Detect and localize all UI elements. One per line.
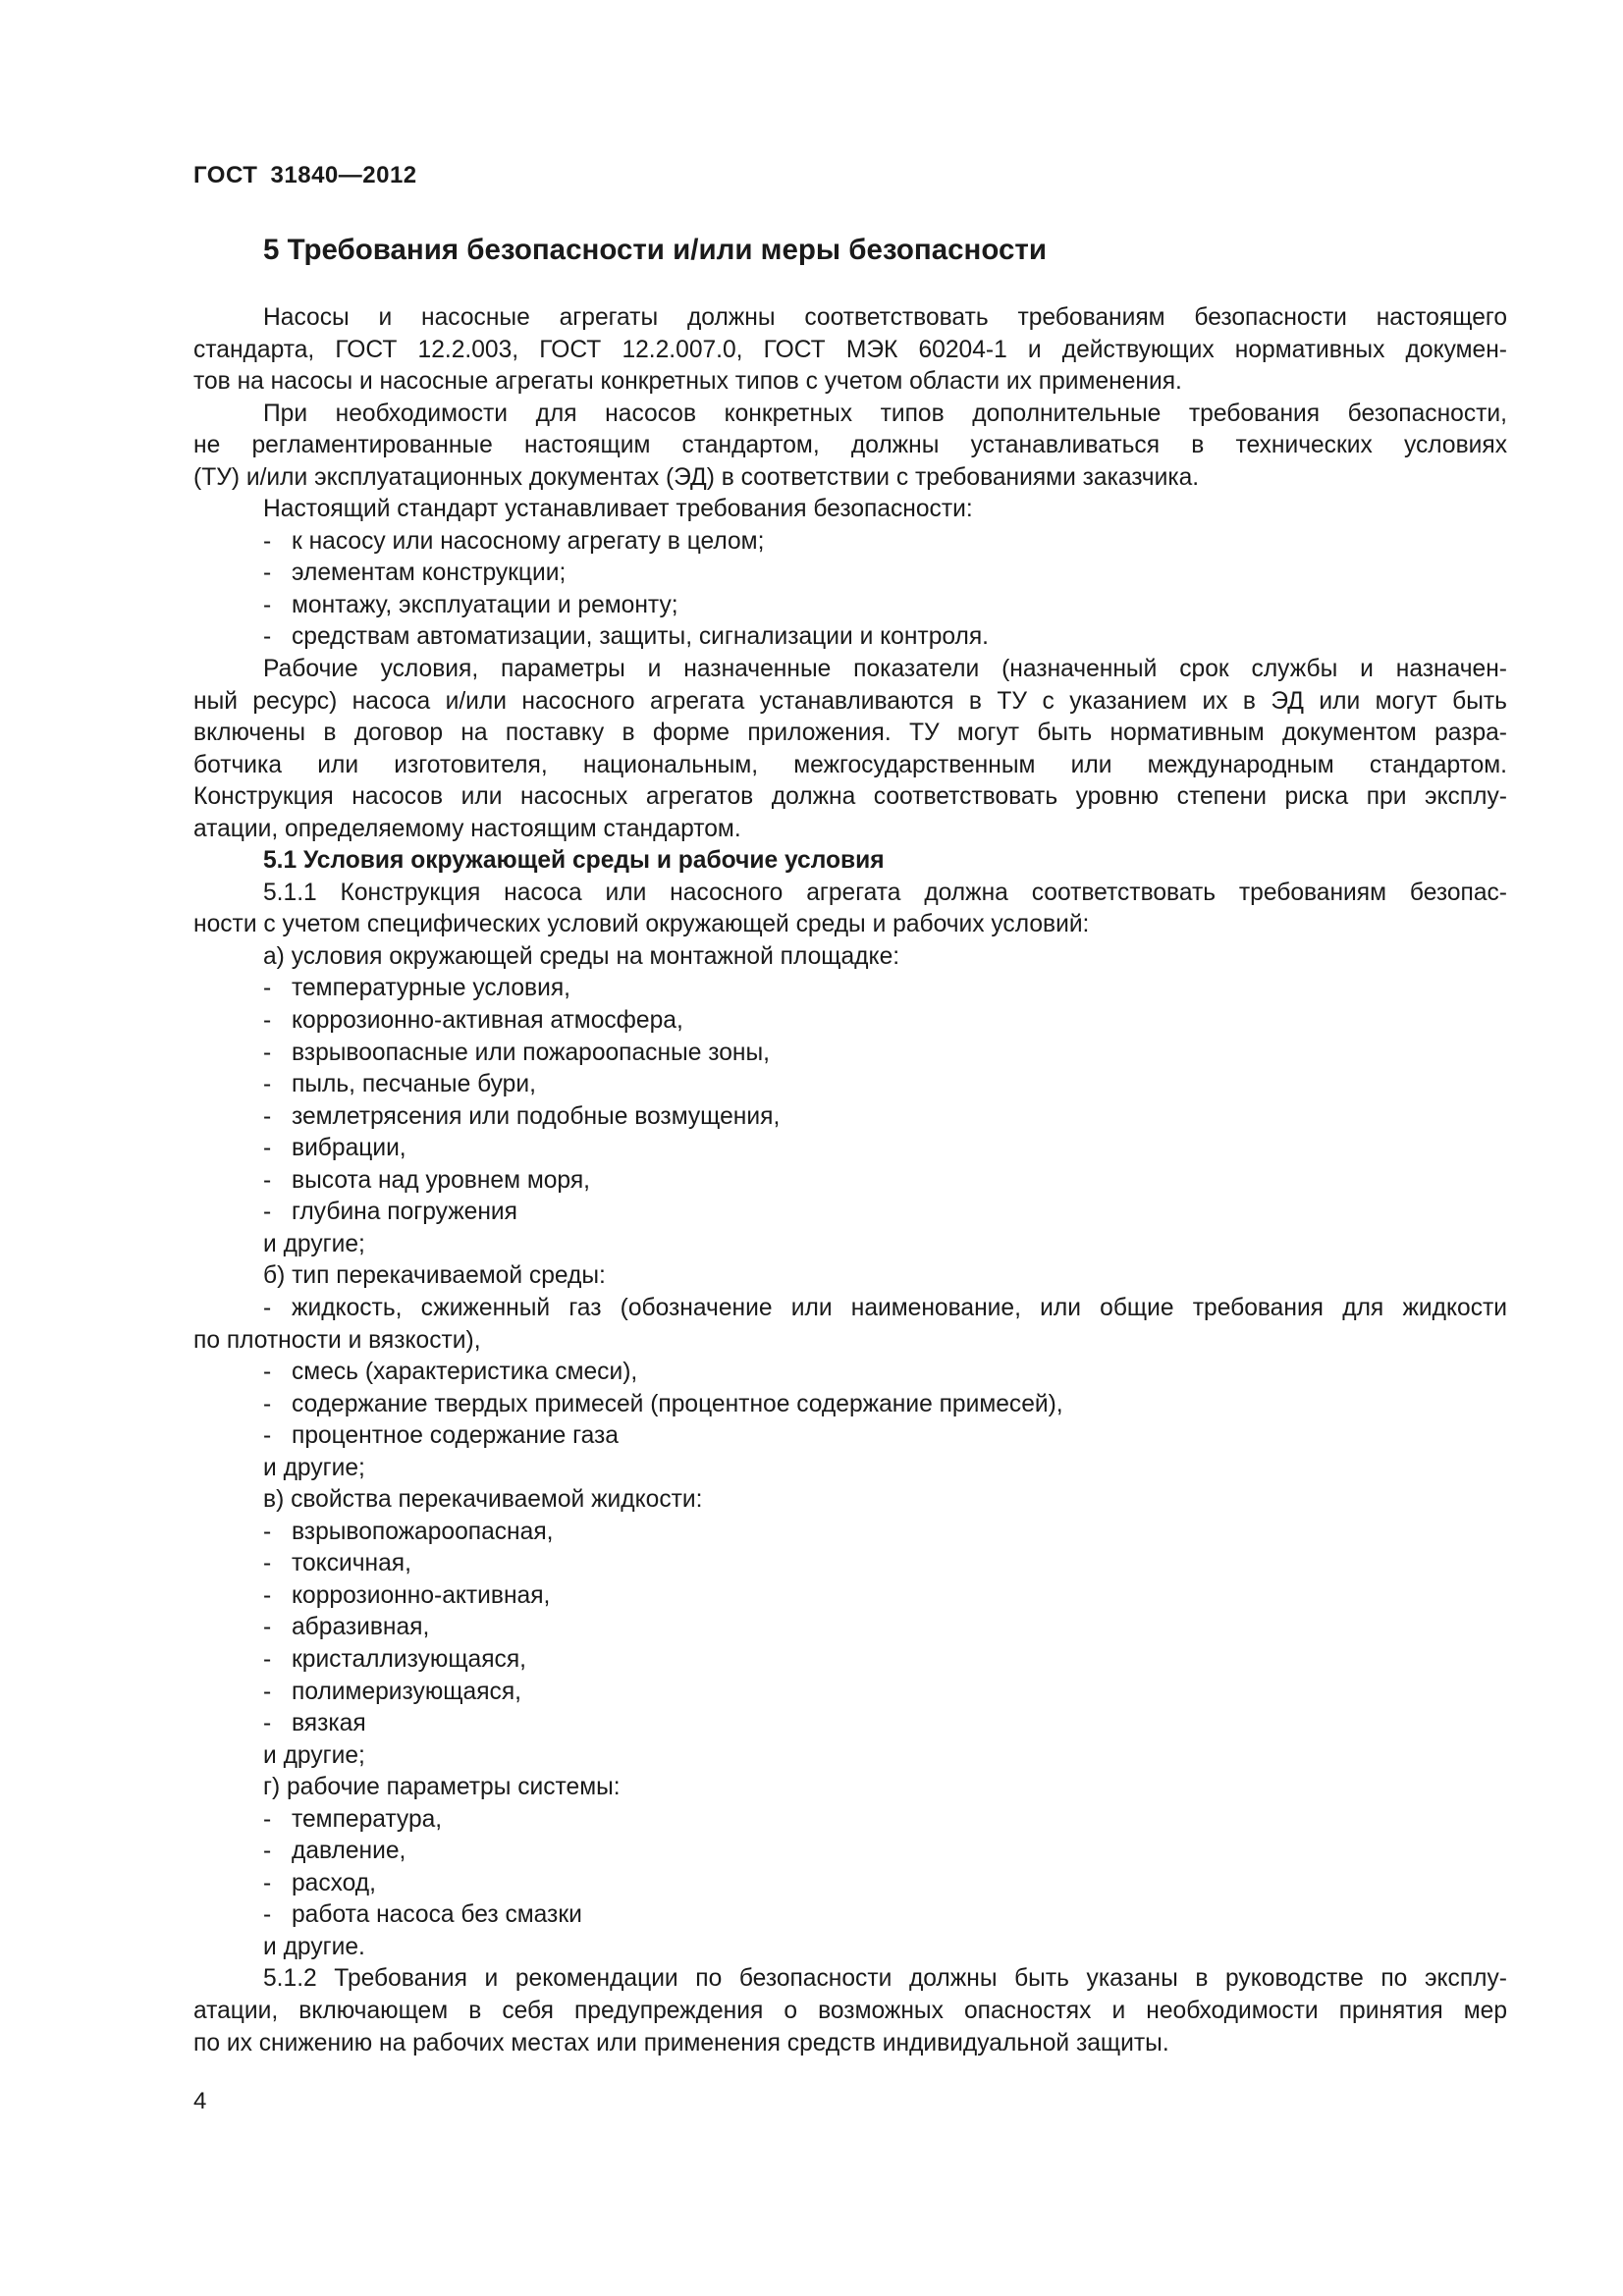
line-text: Конструкция насосов или насосных агрегатов должна соответствовать уровню степени риска при эксплу-: [193, 783, 1507, 811]
text-line: [193, 430, 1507, 462]
line-text: 5.1.2 Требования и рекомендации по безопасности должны быть указаны в руководстве по эксплу-: [263, 1965, 1507, 1993]
line-text: не регламентированные настоящим стандартом, должны устанавливаться в технических условиях: [193, 432, 1507, 459]
text-line: [193, 335, 1507, 367]
text-line: [193, 1996, 1507, 2028]
line-text: по их снижению на рабочих местах или применения средств индивидуальной защиты.: [193, 2029, 1169, 2056]
line-text: 5.1 Условия окружающей среды и рабочие условия: [263, 847, 885, 875]
line-text: Насосы и насосные агрегаты должны соответствовать требованиям безопасности настоящего: [263, 304, 1507, 331]
text-line: [193, 750, 1507, 782]
line-text: г) рабочие параметры системы:: [263, 1774, 621, 1801]
list-dash-marker: -: [263, 1581, 272, 1609]
list-item: [193, 1708, 1507, 1740]
line-text: 5.1.1 Конструкция насоса или насосного агрегата должна соответствовать требованиям безопас-: [263, 879, 1507, 906]
list-item: [193, 1101, 1507, 1134]
line-text: включены в договор на поставку в форме приложения. ТУ могут быть нормативным документом разра-: [193, 720, 1507, 747]
line-text: пыль, песчаные бури,: [292, 1071, 536, 1098]
list-dash-marker: -: [263, 1550, 272, 1577]
line-text: расход,: [292, 1869, 376, 1896]
text-line: [193, 654, 1507, 686]
list-item: [193, 1644, 1507, 1677]
text-line: [193, 909, 1507, 941]
text-line: [193, 494, 1507, 526]
line-text: и другие;: [263, 1454, 365, 1481]
text-line: [193, 686, 1507, 719]
line-text: тов на насосы и насосные агрегаты конкретных типов с учетом области их применения.: [193, 368, 1182, 396]
line-text: абразивная,: [292, 1614, 430, 1641]
text-line: [193, 399, 1507, 431]
line-text: б) тип перекачиваемой среды:: [263, 1262, 606, 1290]
text-line: [193, 366, 1507, 399]
line-text: к насосу или насосному агрегату в целом;: [292, 527, 765, 555]
list-item: [193, 558, 1507, 590]
line-text: средствам автоматизации, защиты, сигнализации и контроля.: [292, 623, 990, 651]
list-dash-marker: -: [263, 527, 272, 555]
list-item: [193, 1868, 1507, 1900]
page-number: 4: [193, 2088, 207, 2114]
list-dash-marker: -: [263, 1102, 272, 1130]
text-line: [193, 1932, 1507, 1964]
line-text: ный ресурс) насоса и/или насосного агрегата устанавливаются в ТУ с указанием их в ЭД или могут быть: [193, 687, 1507, 715]
list-dash-marker: -: [263, 560, 272, 587]
line-text: элементам конструкции;: [292, 560, 567, 587]
list-item: [193, 1293, 1507, 1325]
line-text: ности с учетом специфических условий окружающей среды и рабочих условий:: [193, 911, 1090, 938]
document-header-id: ГОСТ 31840—2012: [193, 162, 417, 188]
line-text: атации, включающем в себя предупреждения о возможных опасностях и необходимости принятия мер: [193, 1997, 1507, 2024]
text-line: [193, 1740, 1507, 1773]
list-dash-marker: -: [263, 1422, 272, 1450]
line-text: и другие;: [263, 1230, 365, 1257]
list-item: [193, 1899, 1507, 1932]
list-dash-marker: -: [263, 1518, 272, 1545]
text-line: [193, 781, 1507, 814]
line-text: (ТУ) и/или эксплуатационных документах (ЭД) в соответствии с требованиями заказчика.: [193, 463, 1200, 491]
line-text: и другие;: [263, 1741, 365, 1769]
text-line: [193, 2028, 1507, 2060]
subsection-title: [193, 845, 1507, 878]
line-text: коррозионно-активная атмосфера,: [292, 1007, 683, 1035]
line-text: содержание твердых примесей (процентное содержание примесей),: [292, 1390, 1063, 1417]
line-text: температура,: [292, 1805, 443, 1833]
line-text: давление,: [292, 1838, 406, 1865]
line-text: ботчика или изготовителя, национальным, межгосударственным или международным стандартом.: [193, 751, 1507, 778]
text-line: [193, 941, 1507, 974]
list-item: [193, 1133, 1507, 1165]
line-text: коррозионно-активная,: [292, 1581, 551, 1609]
line-text: атации, определяемому настоящим стандартом.: [193, 815, 741, 842]
list-item: [193, 1389, 1507, 1421]
list-dash-marker: -: [263, 1838, 272, 1865]
text-line: [193, 1325, 1507, 1358]
line-text: монтажу, эксплуатации и ремонту;: [292, 591, 678, 618]
text-line: [193, 302, 1507, 335]
line-text: вязкая: [292, 1710, 366, 1737]
line-text: землетрясения или подобные возмущения,: [292, 1102, 781, 1130]
list-dash-marker: -: [263, 1614, 272, 1641]
section-5-title: 5 Требования безопасности и/или меры безопасности: [263, 234, 1047, 266]
line-text: Рабочие условия, параметры и назначенные показатели (назначенный срок службы и назначен-: [263, 656, 1507, 683]
line-text: вибрации,: [292, 1135, 406, 1162]
list-item: [193, 1804, 1507, 1837]
list-item: [193, 526, 1507, 559]
text-line: [193, 814, 1507, 846]
list-dash-marker: -: [263, 975, 272, 1002]
line-text: глубина погружения: [292, 1199, 517, 1226]
list-item: [193, 1612, 1507, 1644]
line-text: в) свойства перекачиваемой жидкости:: [263, 1486, 703, 1514]
list-dash-marker: -: [263, 1645, 272, 1673]
list-dash-marker: -: [263, 1039, 272, 1066]
list-item: [193, 1005, 1507, 1038]
text-line: [193, 1229, 1507, 1261]
line-text: взрывоопасные или пожароопасные зоны,: [292, 1039, 770, 1066]
list-item: [193, 1197, 1507, 1229]
list-dash-marker: -: [263, 1901, 272, 1929]
text-line: [193, 1453, 1507, 1485]
list-dash-marker: -: [263, 1390, 272, 1417]
list-item: [193, 1165, 1507, 1198]
list-item: [193, 1580, 1507, 1613]
text-line: [193, 1963, 1507, 1996]
line-text: а) условия окружающей среды на монтажной площадке:: [263, 942, 900, 970]
list-item: [193, 1069, 1507, 1101]
list-item: [193, 1677, 1507, 1709]
list-dash-marker: -: [263, 1166, 272, 1194]
line-text: полимеризующаяся,: [292, 1678, 521, 1705]
list-dash-marker: -: [263, 623, 272, 651]
text-line: [193, 462, 1507, 495]
line-text: работа насоса без смазки: [292, 1901, 582, 1929]
list-dash-marker: -: [263, 591, 272, 618]
list-item: [193, 1038, 1507, 1070]
text-line: [193, 1260, 1507, 1293]
line-text: высота над уровнем моря,: [292, 1166, 590, 1194]
list-dash-marker: -: [263, 1199, 272, 1226]
list-item: [193, 1517, 1507, 1549]
list-dash-marker: -: [263, 1359, 272, 1386]
text-line: [193, 1484, 1507, 1517]
line-text: и другие.: [263, 1933, 365, 1960]
list-item: [193, 973, 1507, 1005]
line-text: При необходимости для насосов конкретных типов дополнительные требования безопасности,: [263, 400, 1507, 427]
list-item: [193, 1357, 1507, 1389]
list-dash-marker: -: [263, 1294, 272, 1321]
list-item: [193, 590, 1507, 622]
line-text: токсичная,: [292, 1550, 411, 1577]
list-item: [193, 1836, 1507, 1868]
line-text: стандарта, ГОСТ 12.2.003, ГОСТ 12.2.007.0, ГОСТ МЭК 60204-1 и действующих нормативных докумен-: [193, 336, 1507, 363]
line-text: процентное содержание газа: [292, 1422, 619, 1450]
text-line: [193, 878, 1507, 910]
list-dash-marker: -: [263, 1678, 272, 1705]
list-dash-marker: -: [263, 1805, 272, 1833]
list-item: [193, 1420, 1507, 1453]
list-dash-marker: -: [263, 1135, 272, 1162]
line-text: взрывопожароопасная,: [292, 1518, 554, 1545]
section-body: [193, 302, 1507, 2059]
text-line: [193, 718, 1507, 750]
line-text: жидкость, сжиженный газ (обозначение или наименование, или общие требования для жидкости: [292, 1294, 1507, 1321]
line-text: температурные условия,: [292, 975, 570, 1002]
line-text: кристаллизующаяся,: [292, 1645, 526, 1673]
list-dash-marker: -: [263, 1710, 272, 1737]
line-text: смесь (характеристика смеси),: [292, 1359, 638, 1386]
list-dash-marker: -: [263, 1007, 272, 1035]
text-line: [193, 1772, 1507, 1804]
line-text: по плотности и вязкости),: [193, 1326, 481, 1354]
list-item: [193, 1548, 1507, 1580]
line-text: Настоящий стандарт устанавливает требования безопасности:: [263, 496, 973, 523]
list-dash-marker: -: [263, 1869, 272, 1896]
list-item: [193, 621, 1507, 654]
list-dash-marker: -: [263, 1071, 272, 1098]
